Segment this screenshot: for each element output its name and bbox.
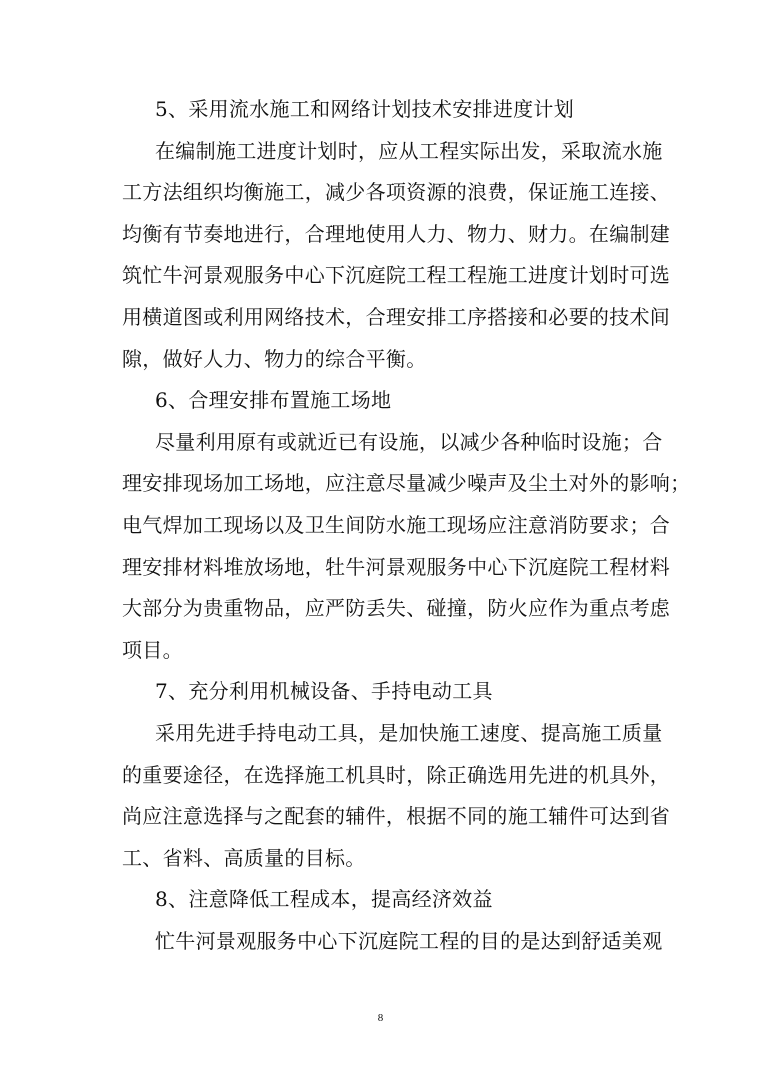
section-heading: 8、注意降低工程成本，提高经济效益: [155, 887, 493, 912]
document-body: [122, 89, 691, 962]
paragraph-line: 工、省料、高质量的目标。: [122, 845, 366, 870]
paragraph-line: 隙，做好人力、物力的综合平衡。: [122, 346, 427, 371]
paragraph-line: 尚应注意选择与之配套的辅件，根据不同的施工辅件可达到省: [122, 804, 671, 829]
paragraph-line: 的重要途径，在选择施工机具时，除正确选用先进的机具外，: [122, 762, 671, 787]
paragraph-line: 理安排材料堆放场地，牡牛河景观服务中心下沉庭院工程材料: [122, 554, 671, 579]
paragraph-line: 均衡有节奏地进行，合理地使用人力、物力、财力。在编制建: [122, 221, 671, 246]
paragraph-line: 在编制施工进度计划时，应从工程实际出发，采取流水施: [155, 138, 663, 163]
paragraph-line: 工方法组织均衡施工，减少各项资源的浪费，保证施工连接、: [122, 180, 671, 205]
paragraph-line: 项目。: [122, 637, 183, 662]
paragraph-line: 忙牛河景观服务中心下沉庭院工程的目的是达到舒适美观: [155, 928, 663, 953]
paragraph-line: 采用先进手持电动工具，是加快施工速度、提高施工质量: [155, 720, 663, 745]
paragraph-line: 大部分为贵重物品，应严防丢失、碰撞，防火应作为重点考虑: [122, 596, 671, 621]
paragraph-line: 电气焊加工现场以及卫生间防水施工现场应注意消防要求；合: [122, 512, 671, 537]
paragraph-line: 尽量利用原有或就近已有设施，以减少各种临时设施；合: [155, 429, 663, 454]
page-number: 8: [377, 1012, 384, 1024]
section-heading: 7、充分利用机械设备、手持电动工具: [155, 679, 493, 704]
paragraph-line: 用横道图或利用网络技术，合理安排工序搭接和必要的技术间: [122, 304, 671, 329]
paragraph-line: 理安排现场加工场地，应注意尽量减少噪声及尘土对外的影响；: [122, 471, 691, 496]
section-heading: 5、采用流水施工和网络计划技术安排进度计划: [155, 97, 575, 121]
section-heading: 6、合理安排布置施工场地: [155, 388, 392, 413]
paragraph-line: 筑忙牛河景观服务中心下沉庭院工程工程施工进度计划时可选: [122, 263, 671, 288]
